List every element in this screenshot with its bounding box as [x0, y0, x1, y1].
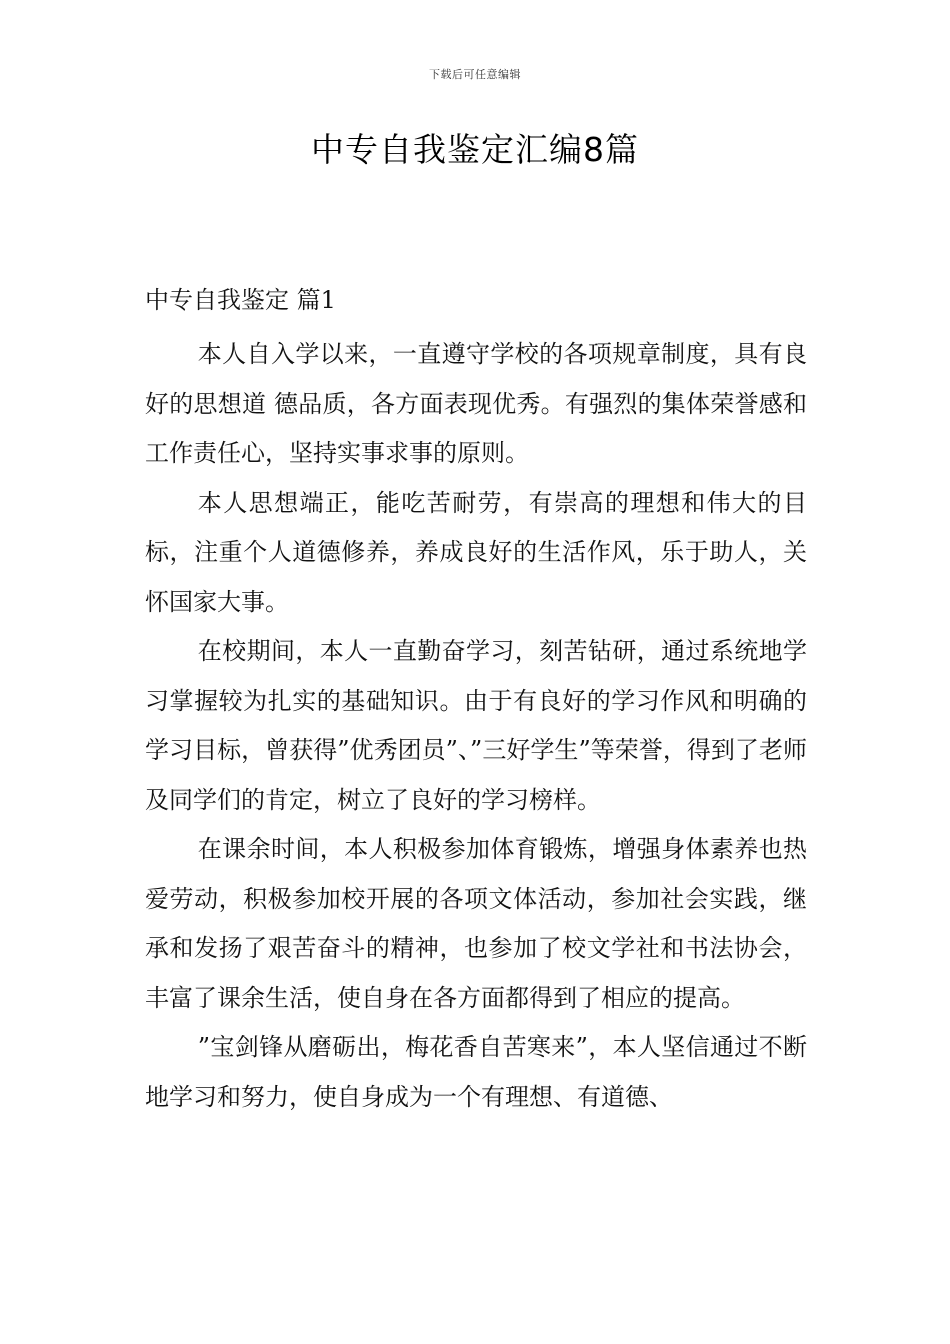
- paragraph: 在课余时间，本人积极参加体育锻炼，增强身体素养也热爱劳动，积极参加校开展的各项文体活动，参加社会实践，继承和发扬了艰苦奋斗的精神，也参加了校文学社和书法协会，丰富了课余生活，使自身在各方面都得到了相应的提高。: [145, 835, 807, 1012]
- paragraph: 本人思想端正，能吃苦耐劳，有崇高的理想和伟大的目标，注重个人道德修养，养成良好的生活作风，乐于助人，关怀国家大事。: [145, 488, 807, 616]
- paragraph: 本人自入学以来，一直遵守学校的各项规章制度，具有良好的思想道 德品质，各方面表现优秀。有强烈的集体荣誉感和工作责任心，坚持实事求事的原则。: [145, 340, 807, 467]
- header-note: 下载后可任意编辑: [429, 68, 521, 81]
- document-title: 中专自我鉴定汇编8篇: [311, 130, 639, 169]
- section-heading: 中专自我鉴定 篇1: [145, 286, 336, 314]
- paragraph: 在校期间，本人一直勤奋学习，刻苦钻研，通过系统地学习掌握较为扎实的基础知识。由于有良好的学习作风和明确的学习目标，曾获得”优秀团员”、”三好学生”等荣誉，得到了老师及同学们的肯定，树立了良好的学习榜样。: [145, 637, 807, 814]
- paragraph: ”宝剑锋从磨砺出，梅花香自苦寒来”，本人坚信通过不断地学习和努力，使自身成为一个有理想、有道德、: [145, 1033, 807, 1111]
- document-body: [145, 280, 807, 1122]
